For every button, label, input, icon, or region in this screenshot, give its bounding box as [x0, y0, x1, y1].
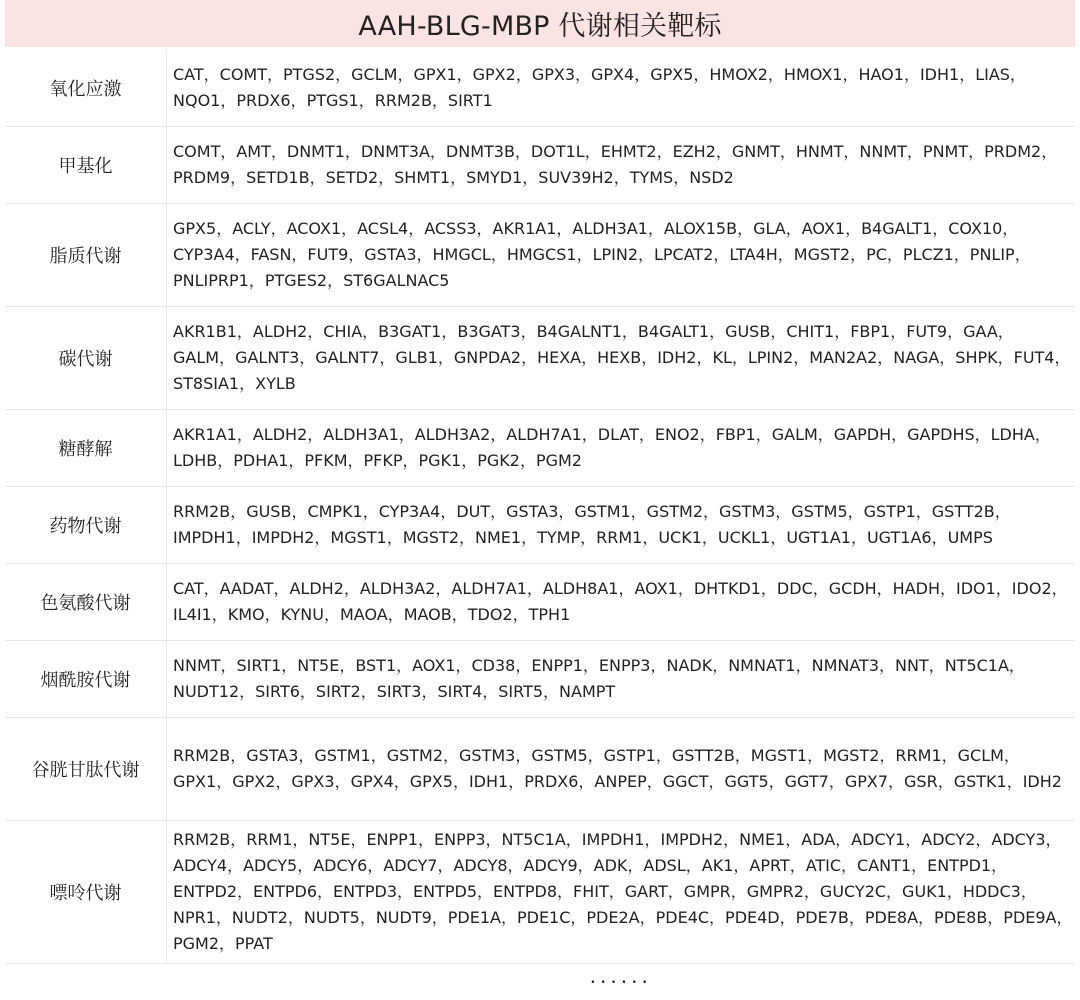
category-cell: 色氨酸代谢: [5, 564, 167, 641]
table-row: [5, 641, 1075, 718]
ellipsis-spacer: [5, 964, 167, 1000]
table-row: [5, 564, 1075, 641]
table-row: [5, 410, 1075, 487]
category-cell: 药物代谢: [5, 487, 167, 564]
page-title: AAH-BLG-MBP 代谢相关靶标: [358, 4, 721, 43]
table-row: [5, 487, 1075, 564]
table-row: [5, 50, 1075, 127]
gene-list-cell: CAT，AADAT，ALDH2，ALDH3A2，ALDH7A1，ALDH8A1，AOX1，DHTKD1，DDC，GCDH，HADH，IDO1，IDO2，IL4I1，KMO，KYNU，MAOA，MAOB，TDO2，TPH1: [167, 564, 1076, 641]
category-cell: 嘌呤代谢: [5, 821, 167, 964]
table-row: [5, 127, 1075, 204]
table-row: [5, 204, 1075, 307]
gene-list-cell: CAT，COMT，PTGS2，GCLM，GPX1，GPX2，GPX3，GPX4，GPX5，HMOX2，HMOX1，HAO1，IDH1，LIAS，NQO1，PRDX6，PTGS1，RRM2B，SIRT1: [167, 50, 1076, 127]
gene-list-cell: COMT，AMT，DNMT1，DNMT3A，DNMT3B，DOT1L，EHMT2，EZH2，GNMT，HNMT，NNMT，PNMT，PRDM2，PRDM9，SETD1B，SETD2，SHMT1，SMYD1，SUV39H2，TYMS，NSD2: [167, 127, 1076, 204]
category-cell: 糖酵解: [5, 410, 167, 487]
category-cell: 烟酰胺代谢: [5, 641, 167, 718]
category-cell: 碳代谢: [5, 307, 167, 410]
gene-list-cell: RRM2B，RRM1，NT5E，ENPP1，ENPP3，NT5C1A，IMPDH1，IMPDH2，NME1，ADA，ADCY1，ADCY2，ADCY3，ADCY4，ADCY5，ADCY6，ADCY7，ADCY8，ADCY9，ADK，ADSL，AK1，APRT，ATIC，CANT1，ENTPD1，ENTPD2，ENTPD6，ENTPD3，ENTPD5，ENTPD8，FHIT，GART，GMPR，GMPR2，GUCY2C，GUK1，HDDC3，NPR1，NUDT2，NUDT5，NUDT9，PDE1A，PDE1C，PDE2A，PDE4C，PDE4D，PDE7B，PDE8A，PDE8B，PDE9A，PGM2，PPAT: [167, 821, 1076, 964]
table-row-ellipsis: [5, 964, 1075, 1000]
more-ellipsis: ······: [167, 964, 1076, 1000]
gene-list-cell: RRM2B，GSTA3，GSTM1，GSTM2，GSTM3，GSTM5，GSTP1，GSTT2B，MGST1，MGST2，RRM1，GCLM，GPX1，GPX2，GPX3，GPX4，GPX5，IDH1，PRDX6，ANPEP，GGCT，GGT5，GGT7，GPX7，GSR，GSTK1，IDH2: [167, 718, 1076, 821]
category-cell: 脂质代谢: [5, 204, 167, 307]
targets-table: [5, 50, 1075, 1000]
category-cell: 甲基化: [5, 127, 167, 204]
title-bar: [5, 0, 1075, 47]
table-row: [5, 718, 1075, 821]
gene-list-cell: RRM2B，GUSB，CMPK1，CYP3A4，DUT，GSTA3，GSTM1，GSTM2，GSTM3，GSTM5，GSTP1，GSTT2B，IMPDH1，IMPDH2，MGST1，MGST2，NME1，TYMP，RRM1，UCK1，UCKL1，UGT1A1，UGT1A6，UMPS: [167, 487, 1076, 564]
gene-list-cell: AKR1A1，ALDH2，ALDH3A1，ALDH3A2，ALDH7A1，DLAT，ENO2，FBP1，GALM，GAPDH，GAPDHS，LDHA，LDHB，PDHA1，PFKM，PFKP，PGK1，PGK2，PGM2: [167, 410, 1076, 487]
category-cell: 谷胱甘肽代谢: [5, 718, 167, 821]
gene-list-cell: NNMT，SIRT1，NT5E，BST1，AOX1，CD38，ENPP1，ENPP3，NADK，NMNAT1，NMNAT3，NNT，NT5C1A，NUDT12，SIRT6，SIRT2，SIRT3，SIRT4，SIRT5，NAMPT: [167, 641, 1076, 718]
table-row: [5, 307, 1075, 410]
gene-list-cell: AKR1B1，ALDH2，CHIA，B3GAT1，B3GAT3，B4GALNT1，B4GALT1，GUSB，CHIT1，FBP1，FUT9，GAA，GALM，GALNT3，GALNT7，GLB1，GNPDA2，HEXA，HEXB，IDH2，KL，LPIN2，MAN2A2，NAGA，SHPK，FUT4，ST8SIA1，XYLB: [167, 307, 1076, 410]
category-cell: 氧化应激: [5, 50, 167, 127]
table-row: [5, 821, 1075, 964]
gene-list-cell: GPX5，ACLY，ACOX1，ACSL4，ACSS3，AKR1A1，ALDH3A1，ALOX15B，GLA，AOX1，B4GALT1，COX10，CYP3A4，FASN，FUT9，GSTA3，HMGCL，HMGCS1，LPIN2，LPCAT2，LTA4H，MGST2，PC，PLCZ1，PNLIP，PNLIPRP1，PTGES2，ST6GALNAC5: [167, 204, 1076, 307]
